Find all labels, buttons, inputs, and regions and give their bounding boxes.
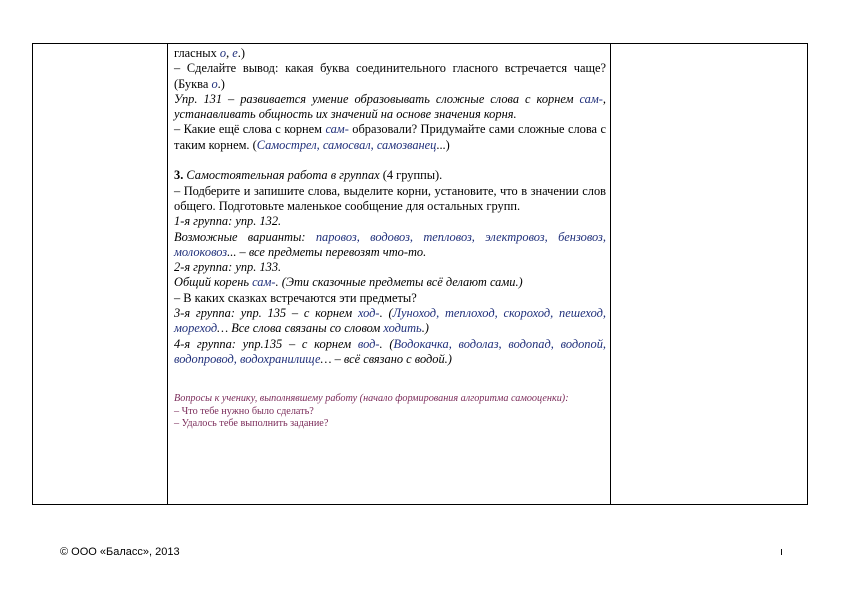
lesson-table (32, 43, 808, 505)
student-question-1: – Что тебе нужно было сделать? (174, 405, 314, 417)
lesson-text (174, 46, 606, 430)
conclusion-question: – Сделайте вывод: какая буква соединительного гласного встречается чаще? (Буква о.) (174, 61, 606, 91)
group-1-title: 1-я группа: упр. 132. (174, 214, 282, 229)
page-mark: ı (780, 546, 784, 558)
table-column-right (611, 44, 807, 504)
group-2-title: 2-я группа: упр. 133. (174, 260, 282, 275)
more-words-question: – Какие ещё слова с корнем сам- образовали? Придумайте сами сложные слова с таким корнем. (Самострел, самосвал, самозванец...) (174, 122, 606, 152)
table-column-content (168, 44, 611, 504)
student-questions-title: Вопросы к ученику, выполнявшему работу (начало формирования алгоритма самооценки): (174, 393, 569, 405)
group-2-question: – В каких сказках встречаются эти предметы? (174, 290, 417, 305)
group-1-answer: Возможные варианты: паровоз, водовоз, тепловоз, электровоз, бензовоз, молоковоз... – все предметы перевозят что-то. (174, 229, 606, 259)
group-4-answer: 4-я группа: упр.135 – с корнем вод-. (Водокачка, водолаз, водопад, водопой, водопровод, водохранилище… – всё связано с водой.) (174, 336, 606, 366)
line-vowels: гласных о, е.) (174, 46, 246, 60)
exercise-131: Упр. 131 – развивается умение образовывать сложные слова с корнем сам-, устанавливать общность их значений на основе значения корня. (174, 91, 606, 122)
copyright-footer: © ООО «Баласс», 2013 (60, 546, 180, 558)
section-3-heading: 3. Самостоятельная работа в группах (4 группы). (174, 168, 443, 183)
table-column-left (33, 44, 168, 504)
group-3-answer: 3-я группа: упр. 135 – с корнем ход-. (Луноход, теплоход, скороход, пешеход, мореход… Все слова связаны со словом ходить.) (174, 306, 606, 336)
student-question-2: – Удалось тебе выполнить задание? (174, 418, 329, 430)
section-3-task: – Подберите и запишите слова, выделите корни, установите, что в значении слов общего. Подготовьте маленькое сообщение для остальных групп. (174, 183, 606, 213)
group-2-answer: Общий корень сам-. (Эти сказочные предметы всё делают сами.) (174, 275, 523, 290)
